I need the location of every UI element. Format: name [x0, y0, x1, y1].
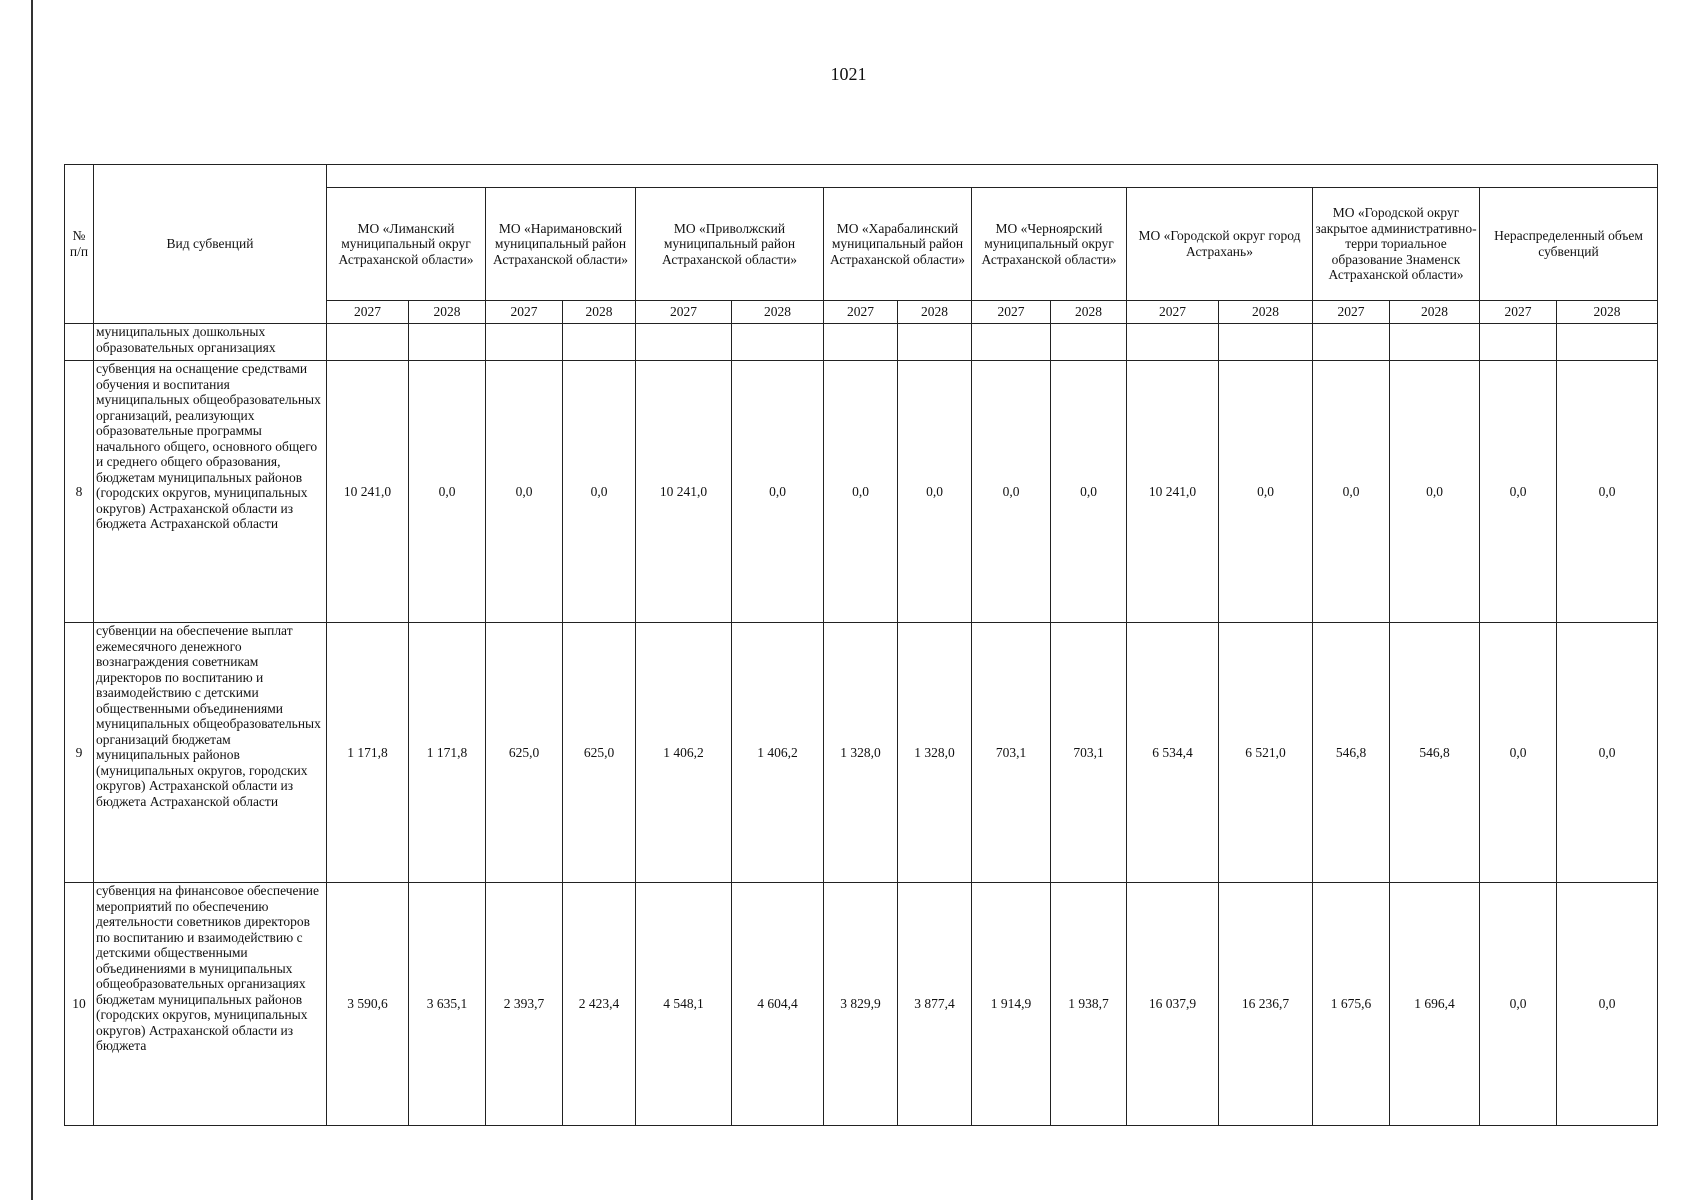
value-cell — [563, 324, 636, 361]
value-cell: 10 241,0 — [636, 361, 732, 623]
row-number: 10 — [65, 883, 94, 1126]
value-cell: 1 938,7 — [1051, 883, 1127, 1126]
header-mo-znamensk: МО «Городской округ закрытое административно-терри ториальное образование Знаменск Астраханской области» — [1313, 188, 1480, 301]
value-cell: 3 877,4 — [898, 883, 972, 1126]
header-mo-astrakhan-city: МО «Городской округ город Астрахань» — [1127, 188, 1313, 301]
value-cell: 0,0 — [486, 361, 563, 623]
year-header: 2027 — [972, 301, 1051, 324]
header-mo-narimanovsky: МО «Наримановский муниципальный район Астраханской области» — [486, 188, 636, 301]
value-cell: 0,0 — [1313, 361, 1390, 623]
page-number: 1021 — [830, 64, 867, 84]
value-cell: 625,0 — [486, 623, 563, 883]
year-header: 2027 — [824, 301, 898, 324]
value-cell: 546,8 — [1390, 623, 1480, 883]
subvention-description: субвенция на финансовое обеспечение мероприятий по обеспечению деятельности советников директоров по воспитанию и взаимодействию с детскими общественными объединениями в муниципальных общеобразовательных организациях бюджетам муниципальных районов (городских округов, муниципальных округов) Астраханской области из бюджета — [94, 883, 327, 1126]
value-cell: 546,8 — [1313, 623, 1390, 883]
value-cell: 0,0 — [409, 361, 486, 623]
value-cell: 1 328,0 — [898, 623, 972, 883]
table-row — [65, 361, 1658, 623]
table-row — [65, 324, 1658, 361]
value-cell: 703,1 — [972, 623, 1051, 883]
year-header: 2027 — [486, 301, 563, 324]
value-cell — [409, 324, 486, 361]
table-row — [65, 883, 1658, 1126]
year-header: 2028 — [1557, 301, 1658, 324]
value-cell: 10 241,0 — [1127, 361, 1219, 623]
value-cell: 6 521,0 — [1219, 623, 1313, 883]
value-cell: 0,0 — [1557, 623, 1658, 883]
value-cell: 0,0 — [1480, 883, 1557, 1126]
value-cell: 0,0 — [563, 361, 636, 623]
header-mo-privolzhsky: МО «Приволжский муниципальный район Астраханской области» — [636, 188, 824, 301]
value-cell: 0,0 — [1051, 361, 1127, 623]
value-cell — [1127, 324, 1219, 361]
subvention-description: субвенция на оснащение средствами обучения и воспитания муниципальных общеобразовательных организаций, реализующих образовательные программы начального общего, основного общего и среднего общего образования, бюджетам муниципальных районов (городских округов, муниципальных округов) Астраханской области из бюджета Астраханской области — [94, 361, 327, 623]
header-mo-kharabalinsky: МО «Харабалинский муниципальный район Астраханской области» — [824, 188, 972, 301]
row-number: 8 — [65, 361, 94, 623]
year-header: 2028 — [898, 301, 972, 324]
value-cell: 0,0 — [1219, 361, 1313, 623]
value-cell: 0,0 — [1480, 361, 1557, 623]
value-cell — [486, 324, 563, 361]
value-cell — [732, 324, 824, 361]
value-cell — [636, 324, 732, 361]
value-cell: 1 171,8 — [409, 623, 486, 883]
value-cell: 0,0 — [1557, 361, 1658, 623]
value-cell: 3 829,9 — [824, 883, 898, 1126]
value-cell: 1 914,9 — [972, 883, 1051, 1126]
year-header: 2028 — [409, 301, 486, 324]
header-num: № п/п — [65, 165, 94, 324]
value-cell: 0,0 — [1480, 623, 1557, 883]
value-cell: 1 696,4 — [1390, 883, 1480, 1126]
value-cell: 1 328,0 — [824, 623, 898, 883]
value-cell: 703,1 — [1051, 623, 1127, 883]
year-header: 2027 — [636, 301, 732, 324]
row-number — [65, 324, 94, 361]
year-header: 2027 — [1127, 301, 1219, 324]
header-mo-chernoyarsky: МО «Черноярский муниципальный округ Астраханской области» — [972, 188, 1127, 301]
value-cell — [1219, 324, 1313, 361]
value-cell — [898, 324, 972, 361]
header-unallocated: Нераспределенный объем субвенций — [1480, 188, 1658, 301]
value-cell: 1 406,2 — [636, 623, 732, 883]
value-cell: 2 423,4 — [563, 883, 636, 1126]
year-header: 2027 — [1313, 301, 1390, 324]
value-cell — [1480, 324, 1557, 361]
value-cell — [824, 324, 898, 361]
table-row — [65, 623, 1658, 883]
value-cell — [1557, 324, 1658, 361]
value-cell: 1 171,8 — [327, 623, 409, 883]
year-header: 2028 — [1051, 301, 1127, 324]
value-cell: 6 534,4 — [1127, 623, 1219, 883]
value-cell: 3 590,6 — [327, 883, 409, 1126]
row-number: 9 — [65, 623, 94, 883]
value-cell: 2 393,7 — [486, 883, 563, 1126]
value-cell: 1 675,6 — [1313, 883, 1390, 1126]
value-cell — [327, 324, 409, 361]
value-cell: 3 635,1 — [409, 883, 486, 1126]
year-header: 2028 — [732, 301, 824, 324]
year-header: 2028 — [1390, 301, 1480, 324]
subvention-description: муниципальных дошкольных образовательных организациях — [94, 324, 327, 361]
subventions-table — [64, 164, 1658, 1126]
value-cell: 0,0 — [1390, 361, 1480, 623]
value-cell: 0,0 — [1557, 883, 1658, 1126]
value-cell — [1313, 324, 1390, 361]
year-header: 2027 — [1480, 301, 1557, 324]
value-cell: 625,0 — [563, 623, 636, 883]
left-margin-line — [31, 0, 33, 1200]
value-cell: 16 236,7 — [1219, 883, 1313, 1126]
value-cell — [972, 324, 1051, 361]
header-subvention-type: Вид субвенций — [94, 165, 327, 324]
value-cell: 0,0 — [972, 361, 1051, 623]
value-cell: 0,0 — [732, 361, 824, 623]
value-cell — [1051, 324, 1127, 361]
year-header: 2027 — [327, 301, 409, 324]
value-cell: 0,0 — [898, 361, 972, 623]
value-cell: 16 037,9 — [1127, 883, 1219, 1126]
year-header: 2028 — [1219, 301, 1313, 324]
value-cell: 4 604,4 — [732, 883, 824, 1126]
value-cell: 10 241,0 — [327, 361, 409, 623]
value-cell: 4 548,1 — [636, 883, 732, 1126]
subvention-description: субвенции на обеспечение выплат ежемесячного денежного вознаграждения советникам директоров по воспитанию и взаимодействию с детскими общественными объединениями муниципальных общеобразовательных организаций бюджетам муниципальных районов (муниципальных округов, городских округов) Астраханской области из бюджета Астраханской области — [94, 623, 327, 883]
value-cell — [1390, 324, 1480, 361]
value-cell: 0,0 — [824, 361, 898, 623]
header-blank-band — [327, 165, 1658, 188]
value-cell: 1 406,2 — [732, 623, 824, 883]
header-mo-limansky: МО «Лиманский муниципальный округ Астраханской области» — [327, 188, 486, 301]
year-header: 2028 — [563, 301, 636, 324]
